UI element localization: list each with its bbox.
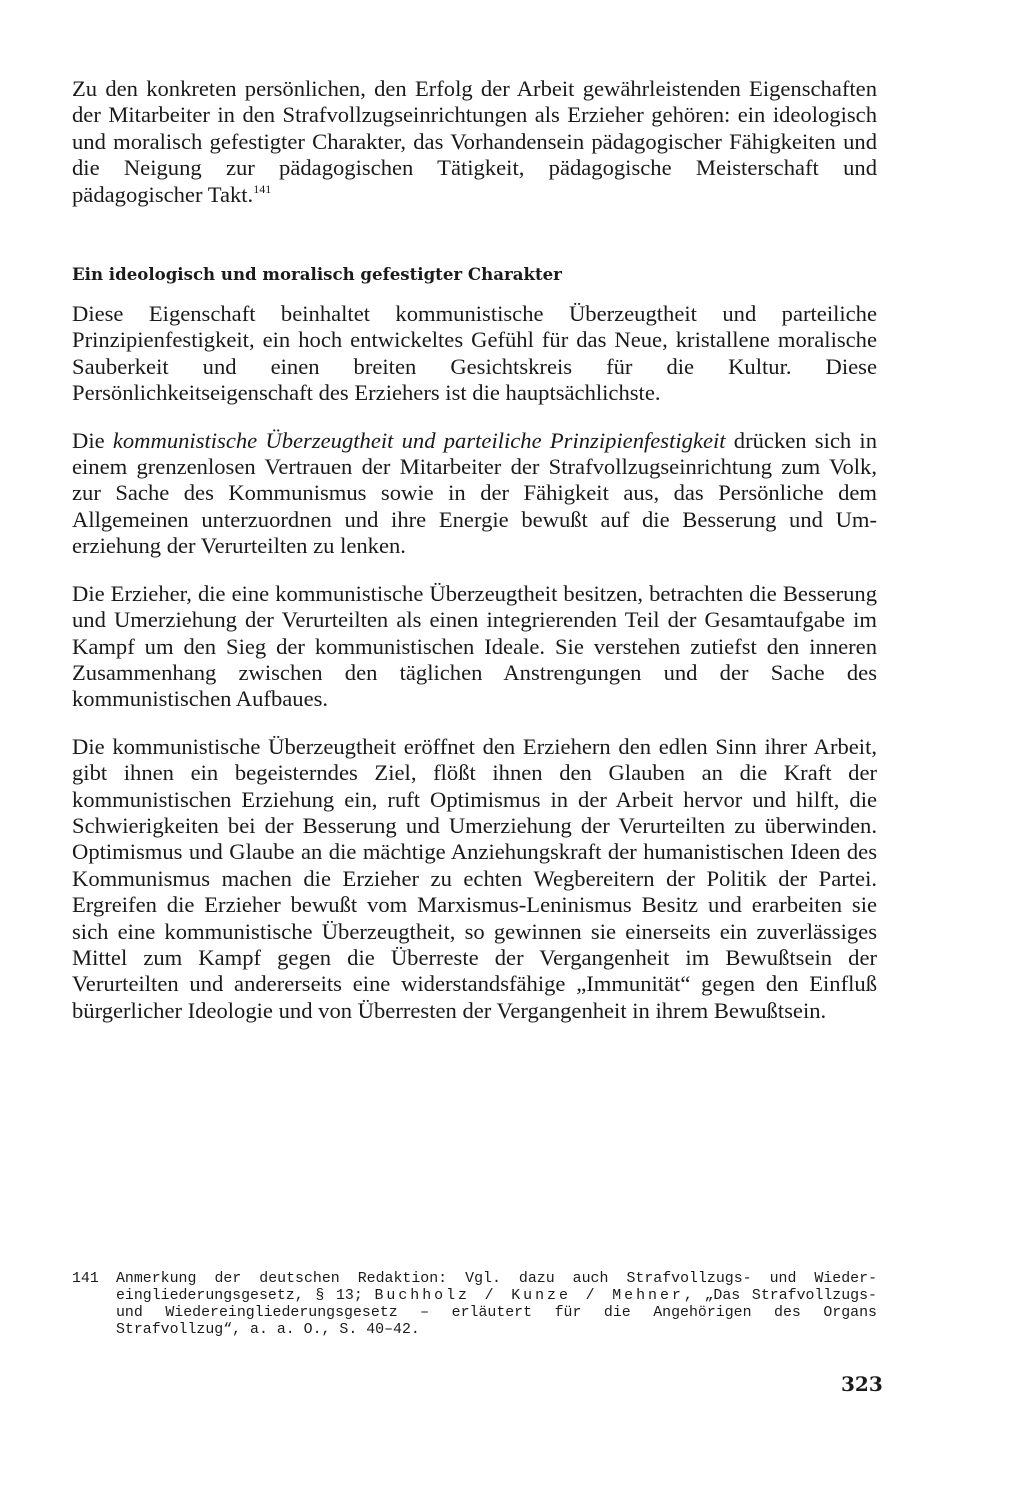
paragraph-2-rest: drücken sich in einem grenzenlosen Vertrauen der Mitarbeiter der Strafvollzugseinrichtung zum Volk, zur Sache des Kommunismus sowie in der Fähigkeit aus, das Persönliche dem Allgemeinen unterzuordnen und ihre Energie bewußt auf die Besserung und Umerziehung der Verurteilten zu lenken.	[72, 427, 877, 559]
footnote-text	[116, 1271, 877, 1339]
section-heading: Ein ideologisch und moralisch gefestigter Charakter	[72, 264, 562, 285]
footnote-authors: Buchholz / Kunze / Mehner	[374, 1288, 684, 1304]
footnote	[72, 1271, 877, 1339]
page-body	[72, 76, 877, 1024]
footnote-text-b: , „Das Strafvollzugs- und Wiedereingliederungsgesetz – erläutert für die Angehörigen des Organs Strafvollzug“, a. a. O., S. 40–42.	[116, 1288, 877, 1338]
paragraph-4: Die kommunistische Überzeugtheit eröffnet den Erziehern den edlen Sinn ihrer Arbeit, gibt ihnen ein begeisterndes Ziel, flößt ihnen den Glauben an die Kraft der kommunistischen Erziehung ein, ruft Optimismus in der Arbeit hervor und hilft, die Schwierigkeiten bei der Besserung und Umerziehung der Verurteilten zu überwinden. Optimismus und Glaube an die mächtige Anziehungskraft der humanistischen Ideen des Kommunismus machen die Erzieher zu echten Wegbereitern der Politik der Partei. Ergreifen die Erzieher bewußt vom Marxismus-Leninismus Besitz und erarbeiten sie sich eine kommunistische Überzeugtheit, so gewinnen sie einerseits ein zuverlässiges Mittel zum Kampf gegen die Überreste der Vergangenheit im Bewußtsein der Verurteilten und andererseits eine widerstandsfähige „Immunität“ gegen den Einfluß bürgerlicher Ideologie und von Überresten der Vergangenheit in ihrem Bewußtsein.	[72, 733, 877, 1023]
paragraph-3: Die Erzieher, die eine kommunistische Überzeugtheit besitzen, betrachten die Besserung und Umerziehung der Verurteilten als einen integrierenden Teil der Gesamtaufgabe im Kampf um den Sieg der kommunistischen Ideale. Sie verstehen zutiefst den inneren Zusammenhang zwischen den täglichen Anstrengungen und der Sache des kommunistischen Aufbaues.	[72, 580, 877, 712]
footnote-number: 141	[72, 1271, 99, 1287]
intro-text: Zu den konkreten persönlichen, den Erfolg der Arbeit gewährleistenden Eigenschaften der Mitarbeiter in den Strafvollzugseinrichtungen als Erzieher gehören: ein ideologisch und moralisch gefestigter Charakter, das Vorhandensein pädagogischer Fähigkeiten und die Neigung zur pädagogischen Tätigkeit, pädagogische Meisterschaft und pädagogischer Takt.	[72, 76, 877, 207]
paragraph-2-lead: Die	[72, 427, 105, 453]
paragraph-2	[72, 428, 877, 560]
paragraph-1: Diese Eigenschaft beinhaltet kommunistische Überzeugtheit und parteiliche Prinzipienfestigkeit, ein hoch entwickeltes Gefühl für das Neue, kristallene moralische Sauberkeit und einen breiten Gesichtskreis für die Kultur. Diese Persönlichkeitseigenschaft des Erziehers ist die hauptsächlichste.	[72, 301, 877, 406]
footnote-text-a: Anmerkung der deutschen Redaktion: Vgl. dazu auch Strafvollzugs- und Wiedereingliederungsgesetz, § 13;	[116, 1271, 877, 1304]
page-number: 323	[841, 1372, 883, 1396]
intro-paragraph	[72, 76, 877, 208]
footnote-reference: 141	[253, 181, 272, 196]
paragraph-2-emphasis: kommunistische Überzeugtheit und parteiliche Prinzipienfestigkeit	[112, 427, 726, 453]
